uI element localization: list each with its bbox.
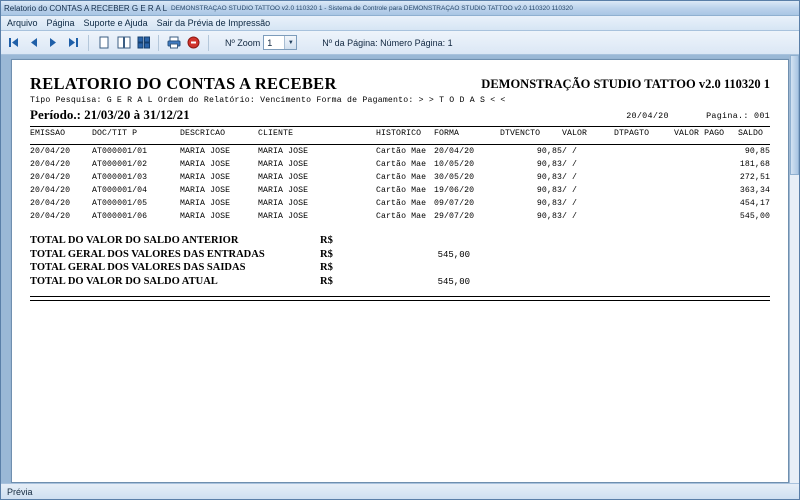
cell-historico: Cartão Mae xyxy=(376,160,427,169)
toolbar-separator-2 xyxy=(158,35,159,51)
cell-dtvencto: 90,83 xyxy=(536,173,562,182)
cell-emissao: 20/04/20 xyxy=(30,212,71,221)
cell-dtpagto xyxy=(614,171,674,184)
cell-doc: AT000001/05 xyxy=(92,199,148,208)
cell-descricao: MARIA JOSE xyxy=(180,186,231,195)
cell-emissao: 20/04/20 xyxy=(30,199,71,208)
cell-historico: Cartão Mae xyxy=(376,212,427,221)
report-period-line xyxy=(30,107,770,123)
cell-historico: Cartão Mae xyxy=(376,147,427,156)
report-date: 20/04/20 xyxy=(626,111,669,121)
column-cliente: CLIENTE xyxy=(258,129,294,138)
two-page-icon[interactable] xyxy=(115,34,132,51)
cell-valor: / / xyxy=(562,173,578,182)
total-row-saldo-atual xyxy=(30,276,770,287)
total-currency: R$ xyxy=(320,248,333,260)
total-currency: R$ xyxy=(320,262,333,273)
table-row xyxy=(30,158,770,171)
column-forma: FORMA xyxy=(434,129,460,138)
report-filters: Tipo Pesquisa: G E R A L Ordem do Relatório: Vencimento Forma de Pagamento: > > T O D A S < < xyxy=(30,96,506,105)
report-rows xyxy=(30,145,770,223)
cell-saldo: 454,17 xyxy=(739,199,770,208)
toolbar xyxy=(1,31,799,55)
first-page-icon[interactable] xyxy=(5,34,22,51)
cell-doc: AT000001/06 xyxy=(92,212,148,221)
total-value: 545,00 xyxy=(437,249,470,260)
print-icon[interactable] xyxy=(165,34,182,51)
table-header-row xyxy=(30,127,770,141)
zoom-value: 1 xyxy=(267,37,273,48)
total-row-saidas xyxy=(30,262,770,273)
cell-cliente: MARIA JOSE xyxy=(258,173,309,182)
cell-valor: / / xyxy=(562,186,578,195)
cell-forma: 10/05/20 xyxy=(434,160,475,169)
cell-valor: / / xyxy=(562,212,578,221)
column-doc-tit-p: DOC/TIT P xyxy=(92,129,138,138)
chevron-down-icon[interactable]: ▼ xyxy=(284,36,296,49)
total-label: TOTAL GERAL DOS VALORES DAS SAIDAS xyxy=(30,262,246,273)
cell-doc: AT000001/04 xyxy=(92,186,148,195)
company-name: DEMONSTRAÇÃO STUDIO TATTOO v2.0 110320 1 xyxy=(481,77,770,91)
zoom-label: Nº Zoom xyxy=(225,37,261,48)
menu-item-sair-da-previa-de-impressao[interactable]: Sair da Prévia de Impressão xyxy=(156,18,271,28)
column-valor: VALOR xyxy=(562,129,588,138)
cell-saldo: 272,51 xyxy=(739,173,770,182)
cell-cliente: MARIA JOSE xyxy=(258,199,309,208)
cell-historico: Cartão Mae xyxy=(376,173,427,182)
cell-dtpagto xyxy=(614,184,674,197)
cell-doc: AT000001/02 xyxy=(92,160,148,169)
toolbar-separator-1 xyxy=(88,35,89,51)
last-page-icon[interactable] xyxy=(65,34,82,51)
cell-historico: Cartão Mae xyxy=(376,199,427,208)
cell-emissao: 20/04/20 xyxy=(30,186,71,195)
cell-forma: 19/06/20 xyxy=(434,186,475,195)
table-row xyxy=(30,210,770,223)
column-dtvencto: DTVENCTO xyxy=(500,129,541,138)
total-currency: R$ xyxy=(320,235,333,246)
menu-item-arquivo[interactable]: Arquivo xyxy=(7,18,38,28)
report-table xyxy=(30,127,770,141)
next-page-icon[interactable] xyxy=(45,34,62,51)
page-number-label: Nº da Página: Número Página: 1 xyxy=(322,37,453,48)
report-page xyxy=(11,59,789,483)
preview-area[interactable] xyxy=(1,55,799,483)
cell-emissao: 20/04/20 xyxy=(30,160,71,169)
cell-dtpagto xyxy=(614,210,674,223)
cell-forma: 09/07/20 xyxy=(434,199,475,208)
menu-item-suporte-e-ajuda[interactable]: Suporte e Ajuda xyxy=(83,18,148,28)
window-titlebar xyxy=(1,1,799,16)
column-valor-pago: VALOR PAGO xyxy=(674,129,725,138)
cell-cliente: MARIA JOSE xyxy=(258,147,309,156)
report-title: RELATORIO DO CONTAS A RECEBER xyxy=(30,74,337,93)
cell-forma: 29/07/20 xyxy=(434,212,475,221)
cell-dtpagto xyxy=(614,158,674,171)
cell-dtvencto: 90,83 xyxy=(536,212,562,221)
single-page-icon[interactable] xyxy=(95,34,112,51)
statusbar xyxy=(1,483,799,499)
multi-page-icon[interactable] xyxy=(135,34,152,51)
cell-doc: AT000001/01 xyxy=(92,147,148,156)
window-title: Relatorio do CONTAS A RECEBER G E R A L xyxy=(4,3,168,13)
cell-forma: 20/04/20 xyxy=(434,147,475,156)
cell-dtvencto: 90,83 xyxy=(536,199,562,208)
footer-rule-1 xyxy=(30,296,770,297)
column-descricao: DESCRICAO xyxy=(180,129,226,138)
export-pdf-icon[interactable] xyxy=(185,34,202,51)
cell-dtpagto xyxy=(614,197,674,210)
cell-descricao: MARIA JOSE xyxy=(180,199,231,208)
cell-cliente: MARIA JOSE xyxy=(258,186,309,195)
report-page-meta xyxy=(626,111,770,123)
column-historico: HISTORICO xyxy=(376,129,422,138)
cell-historico: Cartão Mae xyxy=(376,186,427,195)
cell-emissao: 20/04/20 xyxy=(30,173,71,182)
table-row xyxy=(30,184,770,197)
total-label: TOTAL DO VALOR DO SALDO ANTERIOR xyxy=(30,235,239,246)
column-saldo: SALDO xyxy=(737,129,764,138)
cell-doc: AT000001/03 xyxy=(92,173,148,182)
cell-dtvencto: 90,85 xyxy=(536,147,562,156)
cell-valor: / / xyxy=(562,199,578,208)
zoom-select[interactable] xyxy=(263,35,297,50)
footer-rules xyxy=(30,296,770,301)
total-row-saldo-anterior xyxy=(30,235,770,246)
cell-descricao: MARIA JOSE xyxy=(180,173,231,182)
vertical-scrollbar-thumb[interactable] xyxy=(790,55,799,175)
column-emissao: EMISSAO xyxy=(30,129,66,138)
window-title-extra: DEMONSTRAÇÃO STUDIO TATTOO v2.0 110320 1 - Sistema de Controle para DEMONSTRAÇÃO STUDIO TATTOO v2.0 110320 110320 xyxy=(171,4,573,12)
cell-descricao: MARIA JOSE xyxy=(180,160,231,169)
cell-cliente: MARIA JOSE xyxy=(258,160,309,169)
report-totals xyxy=(30,235,770,287)
table-row xyxy=(30,171,770,184)
total-label: TOTAL GERAL DOS VALORES DAS ENTRADAS xyxy=(30,248,265,260)
report-header xyxy=(30,74,770,94)
footer-rule-2 xyxy=(30,300,770,301)
cell-dtpagto xyxy=(614,145,674,158)
report-period: Período.: 21/03/20 à 31/12/21 xyxy=(30,107,190,122)
cell-emissao: 20/04/20 xyxy=(30,147,71,156)
toolbar-separator-3 xyxy=(208,35,209,51)
report-page-number: Pagina.: 001 xyxy=(706,111,770,121)
cell-forma: 30/05/20 xyxy=(434,173,475,182)
total-value: 545,00 xyxy=(437,276,470,287)
cell-cliente: MARIA JOSE xyxy=(258,212,309,221)
cell-saldo: 90,85 xyxy=(744,147,770,156)
vertical-scrollbar[interactable] xyxy=(789,55,799,483)
cell-valor: / / xyxy=(562,147,578,156)
cell-saldo: 545,00 xyxy=(739,212,770,221)
column-dtpagto: DTPAGTO xyxy=(614,129,650,138)
menubar xyxy=(1,16,799,31)
table-row xyxy=(30,197,770,210)
table-row xyxy=(30,145,770,158)
cell-saldo: 181,68 xyxy=(739,160,770,169)
cell-dtvencto: 90,83 xyxy=(536,160,562,169)
cell-dtvencto: 90,83 xyxy=(536,186,562,195)
menu-item-pagina[interactable]: Página xyxy=(46,18,75,28)
previous-page-icon[interactable] xyxy=(25,34,42,51)
cell-valor: / / xyxy=(562,160,578,169)
total-row-entradas xyxy=(30,249,770,260)
status-text: Prévia xyxy=(7,486,33,497)
total-currency: R$ xyxy=(320,275,333,287)
total-label: TOTAL DO VALOR DO SALDO ATUAL xyxy=(30,275,218,287)
cell-descricao: MARIA JOSE xyxy=(180,147,231,156)
cell-descricao: MARIA JOSE xyxy=(180,212,231,221)
cell-saldo: 363,34 xyxy=(739,186,770,195)
